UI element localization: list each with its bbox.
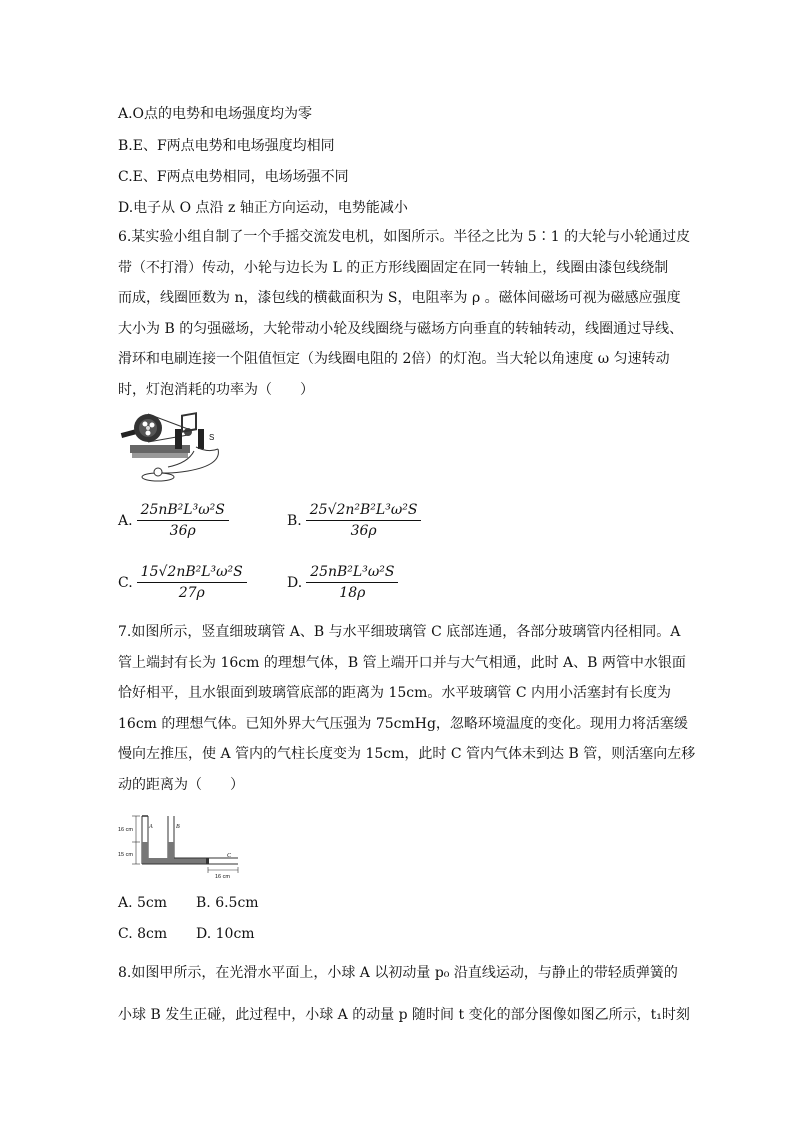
q7-option-d: D. 10cm — [196, 926, 255, 942]
q6-line: 6.某实验小组自制了一个手摇交流发电机，如图所示。半径之比为 5∶1 的大轮与小轮通过皮 — [118, 229, 691, 245]
q8-line: 小球 B 发生正碰，此过程中，小球 A 的动量 p 随时间 t 变化的部分图像如图乙所示，t₁时刻 — [118, 1007, 690, 1023]
q7-options-row-2 — [118, 926, 255, 942]
q7-line: 16cm 的理想气体。已知外界大气压强为 75cmHg，忽略环境温度的变化。现用力将活塞缓 — [118, 715, 688, 732]
q6-option-d-denominator: 18ρ — [339, 585, 366, 601]
q7-tube-figure — [118, 812, 254, 884]
q7-label-16cm-a: 16 cm — [118, 827, 133, 833]
q7-label-b: B — [176, 824, 180, 830]
q5-option-b: B.E、F两点电势和电场强度均相同 — [118, 138, 335, 154]
q7-line: 动的距离为（ ） — [118, 776, 244, 793]
q6-line: 带（不打滑）传动，小轮与边长为 L 的正方形线圈固定在同一转轴上，线圈由漆包线绕制 — [118, 259, 669, 276]
q6-option-c-numerator: 15√2nB²L³ω²S — [137, 564, 247, 583]
q6-stem — [118, 222, 691, 405]
q6-line: 大小为 B 的匀强磁场，大轮带动小轮及线圈绕与磁场方向垂直的转轴转动，线圈通过导线、 — [118, 320, 684, 337]
q6-line: 时，灯泡消耗的功率为（ ） — [118, 381, 314, 398]
q6-option-c-fraction — [137, 564, 247, 601]
q7-line: 慢向左推压，使 A 管内的气柱长度变为 15cm，此时 C 管内气体未到达 B 管，则活塞向左移 — [118, 746, 696, 762]
q6-option-b-numerator: 25√2n²B²L³ω²S — [306, 502, 422, 521]
q7-line: 恰好相平，且水银面到玻璃管底部的距离为 15cm。水平玻璃管 C 内用小活塞封有长度为 — [118, 685, 671, 701]
q6-option-d — [287, 564, 398, 601]
q7-option-a: A. 5cm — [118, 895, 168, 911]
q6-option-a — [118, 502, 229, 539]
q7-label-16cm-c: 16 cm — [215, 874, 230, 880]
q7-line: 管上端封有长为 16cm 的理想气体，B 管上端开口并与大气相通，此时 A、B 两管中水银面 — [118, 654, 686, 671]
q6-option-b-fraction — [306, 502, 422, 539]
q6-option-d-label: D. — [287, 574, 303, 591]
q6-option-a-numerator: 25nB²L³ω²S — [137, 502, 229, 521]
q7-label-c: C — [227, 853, 232, 859]
q7-line: 7.如图所示，竖直细玻璃管 A、B 与水平细玻璃管 C 底部连通，各部分玻璃管内径相同。A — [118, 624, 681, 640]
q6-option-b — [287, 502, 421, 539]
q6-generator-figure — [118, 405, 230, 487]
q6-option-b-label: B. — [287, 512, 302, 529]
q6-option-d-numerator: 25nB²L³ω²S — [306, 564, 398, 583]
q6-option-a-fraction — [137, 502, 229, 539]
q7-option-b: B. 6.5cm — [196, 895, 259, 911]
q5-option-a: A.O点的电势和电场强度均为零 — [118, 106, 313, 122]
q7-options-row-1 — [118, 895, 259, 911]
q7-label-a: A — [149, 824, 153, 830]
q6-line: 而成，线圈匝数为 n，漆包线的横截面积为 S，电阻率为 ρ 。磁体间磁场可视为磁感应强度 — [118, 290, 681, 306]
q7-stem — [118, 617, 696, 800]
q7-label-15cm: 15 cm — [118, 852, 133, 858]
q6-option-c-label: C. — [118, 574, 133, 591]
q6-option-a-denominator: 36ρ — [169, 523, 196, 539]
q6-option-c-denominator: 27ρ — [178, 585, 205, 601]
q6-figure-label-s: S — [209, 433, 215, 442]
q6-option-d-fraction — [306, 564, 398, 601]
q6-option-b-denominator: 36ρ — [350, 523, 377, 539]
q6-option-c — [118, 564, 247, 601]
q6-option-a-label: A. — [118, 512, 133, 529]
q8-line: 8.如图甲所示，在光滑水平面上，小球 A 以初动量 p₀ 沿直线运动，与静止的带轻质弹簧的 — [118, 965, 678, 981]
q5-option-c: C.E、F两点电势相同，电场场强不同 — [118, 169, 349, 185]
q5-option-d: D.电子从 O 点沿 z 轴正方向运动，电势能减小 — [118, 200, 408, 216]
q7-option-c: C. 8cm — [118, 926, 168, 942]
q6-line: 滑环和电刷连接一个阻值恒定（为线圈电阻的 2倍）的灯泡。当大轮以角速度 ω 匀速转动 — [118, 351, 670, 367]
